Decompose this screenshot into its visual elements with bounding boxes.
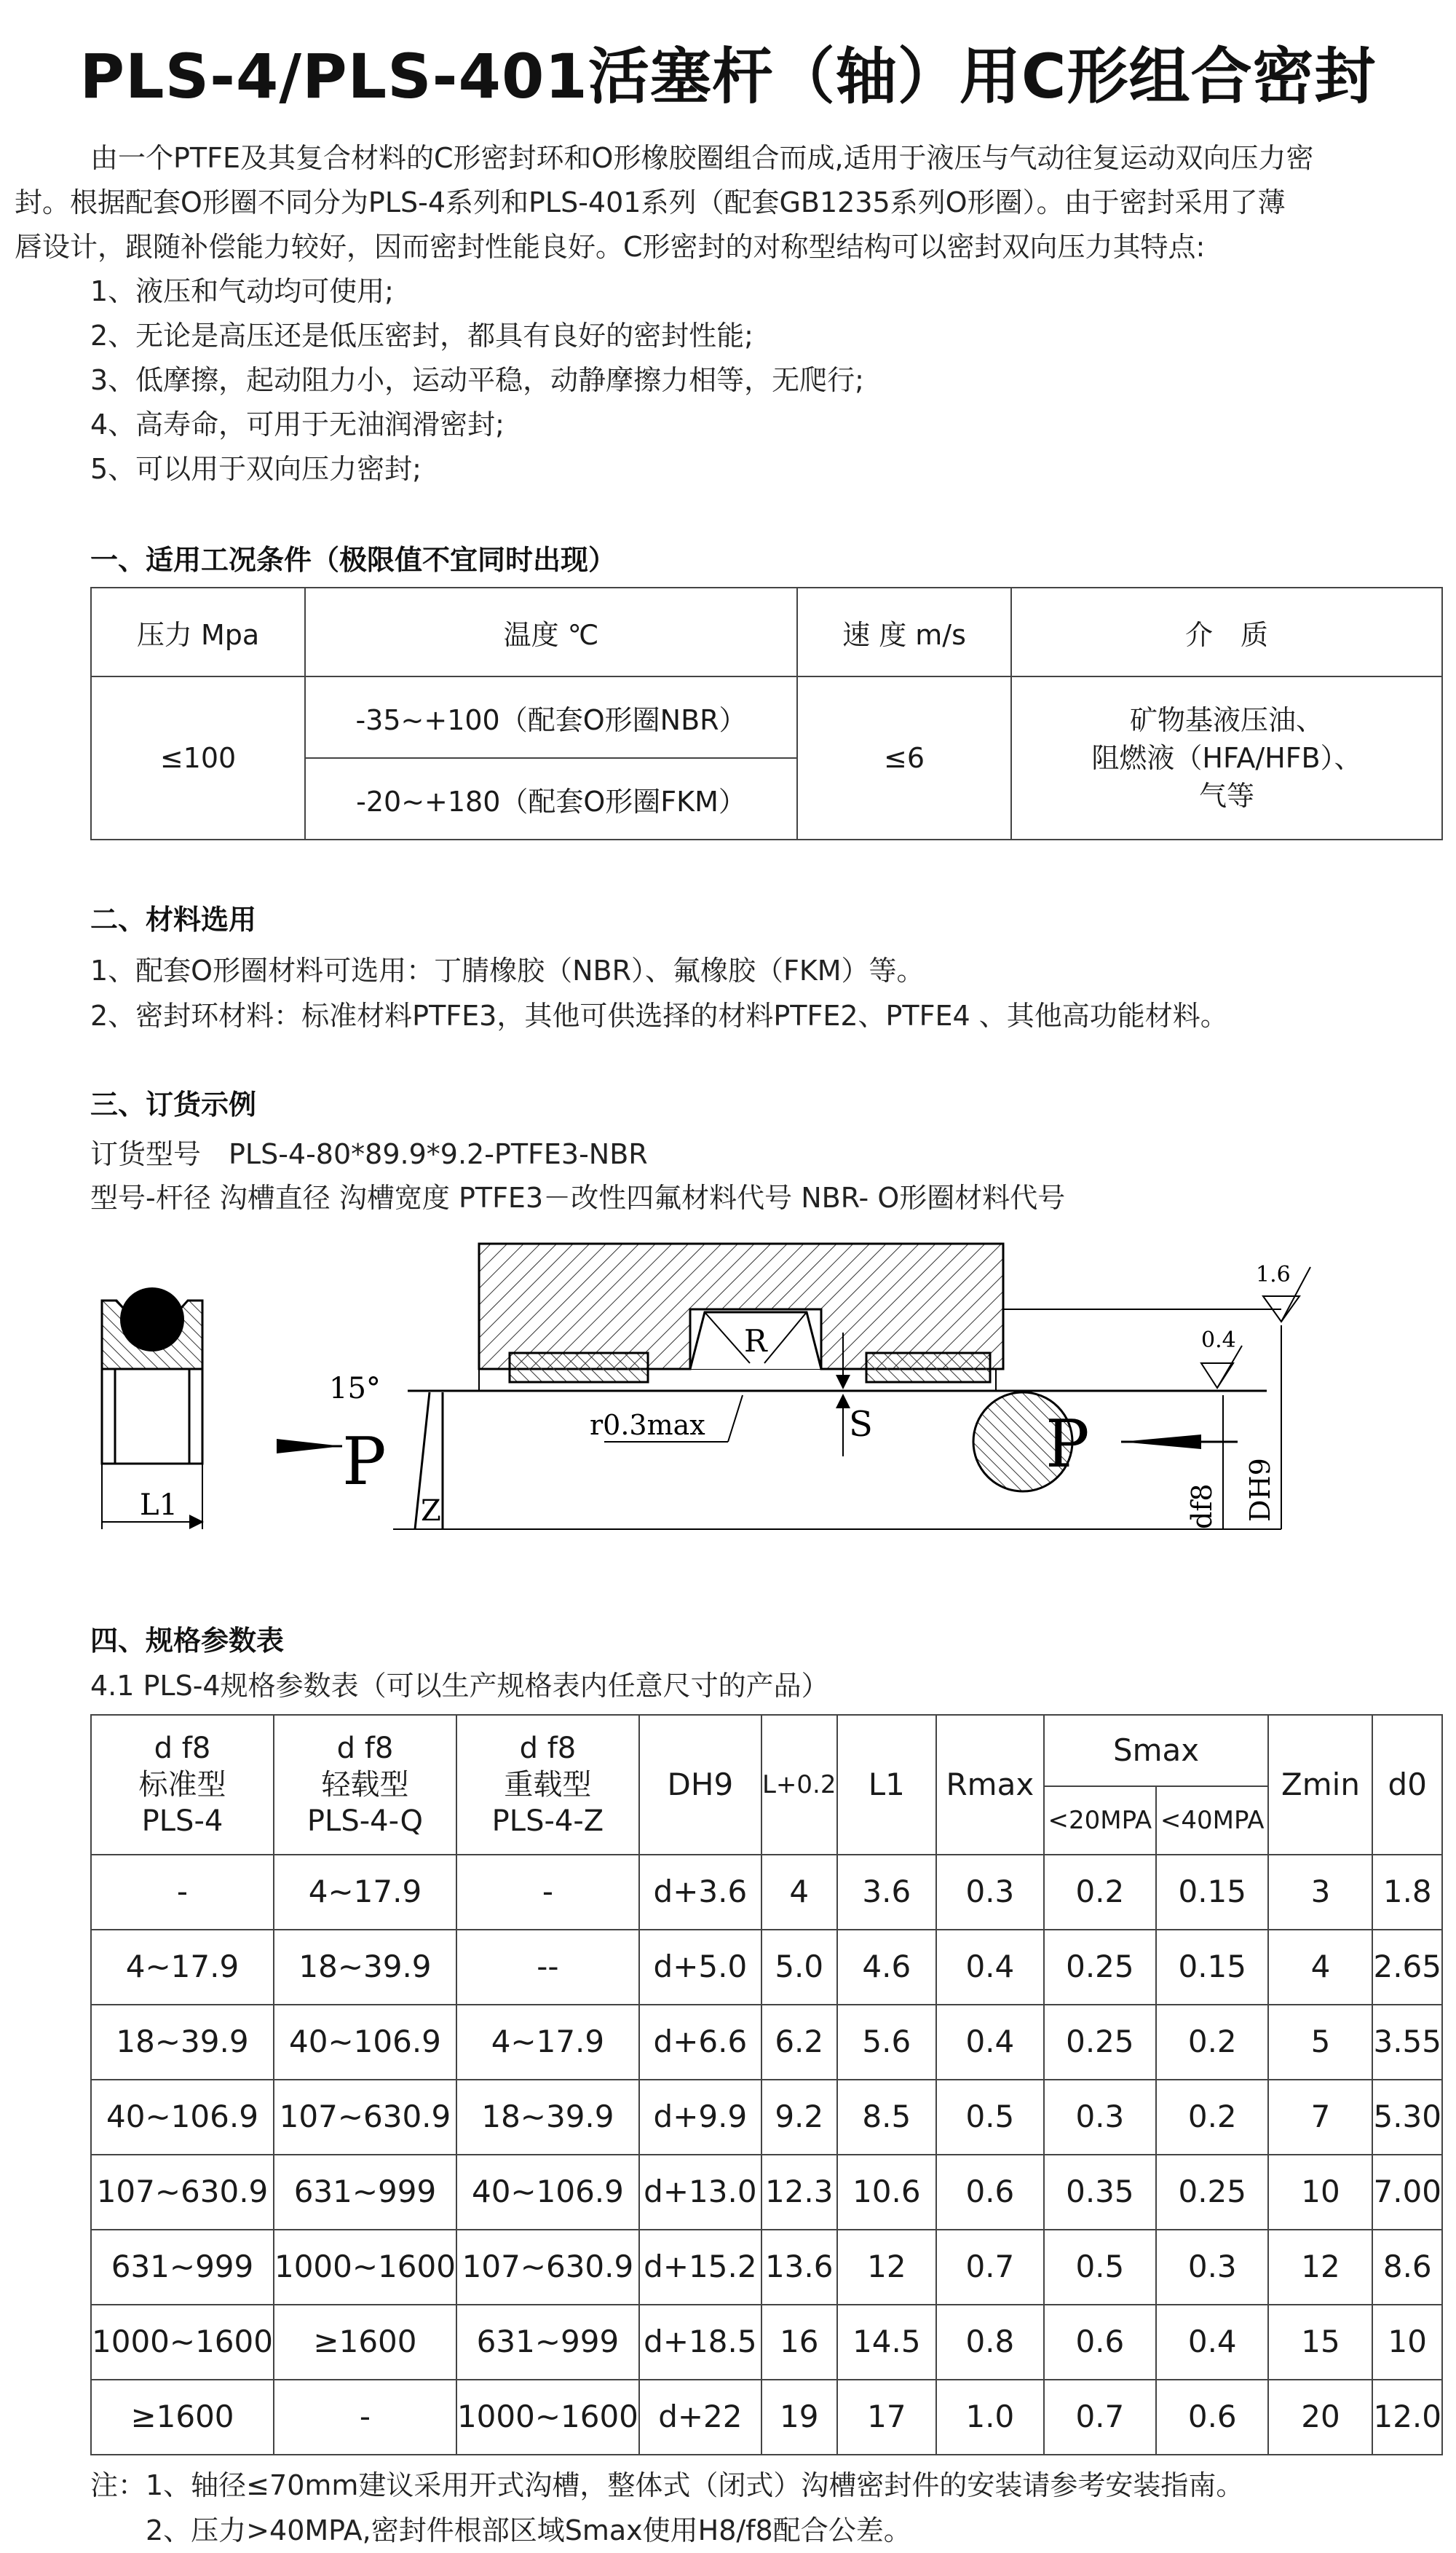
table-cell: 4~17.9 (91, 1930, 274, 2005)
table-cell: 12.0 (1372, 2380, 1442, 2455)
s-label: S (849, 1404, 873, 1445)
table-row (91, 2380, 1442, 2455)
dh9-label: DH9 (1244, 1458, 1276, 1522)
table-row (91, 2080, 1442, 2155)
table-cell: - (274, 2380, 456, 2455)
table-cell: d+6.6 (639, 2005, 761, 2080)
table-cell: 4 (1268, 1930, 1372, 2005)
header-line: 重载型 (504, 1768, 592, 1802)
order-model: 订货型号 PLS-4-80*89.9*9.2-PTFE3-NBR (90, 1138, 648, 1170)
temperature-fkm: -20~+180（配套O形圈FKM） (305, 758, 797, 840)
medium-line: 气等 (1198, 780, 1254, 812)
medium-line: 阻燃液（HFA/HFB）、 (1091, 742, 1362, 774)
table-cell: 16 (761, 2305, 837, 2380)
table-cell: 0.25 (1044, 2005, 1156, 2080)
table-cell: 107~630.9 (456, 2230, 639, 2305)
table-cell: 20 (1268, 2380, 1372, 2455)
table-cell: d+3.6 (639, 1855, 761, 1930)
header-line: PLS-4-Z (491, 1804, 604, 1838)
table-cell: 19 (761, 2380, 837, 2455)
header-line: 轻载型 (321, 1768, 409, 1802)
header-dh9: DH9 (639, 1715, 761, 1855)
page-title: PLS-4/PLS-401活塞杆（轴）用C形组合密封 (79, 41, 1377, 112)
table-cell: 0.15 (1156, 1855, 1268, 1930)
table-cell: 6.2 (761, 2005, 837, 2080)
header-line: d f8 (336, 1732, 394, 1765)
header-s40: <40MPA (1156, 1786, 1268, 1855)
header-heavy (456, 1715, 639, 1855)
table-cell: 0.7 (936, 2230, 1044, 2305)
header-l: L+0.2 (761, 1715, 837, 1855)
header-d0: d0 (1372, 1715, 1442, 1855)
header-zmin: Zmin (1268, 1715, 1372, 1855)
table-cell: d+22 (639, 2380, 761, 2455)
table-row (91, 1855, 1442, 1930)
table-cell: 12 (1268, 2230, 1372, 2305)
table-cell: 0.2 (1156, 2080, 1268, 2155)
medium-line: 矿物基液压油、 (1129, 704, 1324, 736)
table-cell: - (91, 1855, 274, 1930)
table-cell: 0.25 (1044, 1930, 1156, 2005)
table-cell: d+18.5 (639, 2305, 761, 2380)
table-cell: ≥1600 (91, 2380, 274, 2455)
table-cell: 4~17.9 (274, 1855, 456, 1930)
table-cell: 18~39.9 (456, 2080, 639, 2155)
feature-item: 5、可以用于双向压力密封; (90, 453, 422, 485)
table-cell: - (456, 1855, 639, 1930)
table-cell: 12.3 (761, 2155, 837, 2230)
pressure-left-label: P (342, 1424, 387, 1500)
intro-line-1: 由一个PTFE及其复合材料的C形密封环和O形橡胶圈组合而成,适用于液压与气动往复运动双向压力密 (90, 142, 1314, 174)
table-cell: 0.6 (936, 2155, 1044, 2230)
spec-table (90, 1714, 1443, 2455)
seal-cross-section (102, 1287, 202, 1529)
table-cell: 1.0 (936, 2380, 1044, 2455)
table-cell: 1000~1600 (274, 2230, 456, 2305)
l1-label: L1 (140, 1488, 178, 1522)
pressure-right-label: P (1045, 1406, 1090, 1483)
z-label: Z (421, 1494, 441, 1528)
section-heading-spec: 四、规格参数表 (90, 1625, 285, 1657)
table-cell: 4 (761, 1855, 837, 1930)
table-cell: 107~630.9 (274, 2080, 456, 2155)
pressure-value: ≤100 (91, 676, 305, 840)
table-cell: 0.4 (1156, 2305, 1268, 2380)
table-cell: 1000~1600 (456, 2380, 639, 2455)
table-cell: d+13.0 (639, 2155, 761, 2230)
table-cell: 631~999 (91, 2230, 274, 2305)
angle-label: 15° (329, 1372, 381, 1405)
table-cell: ≥1600 (274, 2305, 456, 2380)
note-2: 2、压力>40MPA,密封件根部区域Smax使用H8/f8配合公差。 (146, 2514, 911, 2546)
table-cell: 7.00 (1372, 2155, 1442, 2230)
table-cell: 3.55 (1372, 2005, 1442, 2080)
table-cell: 0.15 (1156, 1930, 1268, 2005)
conditions-table (90, 587, 1443, 840)
feature-item: 4、高寿命，可用于无油润滑密封; (90, 409, 505, 441)
intro-line-3: 唇设计，跟随补偿能力较好，因而密封性能良好。C形密封的对称型结构可以密封双向压力其特点: (15, 231, 1206, 263)
table-cell: 631~999 (274, 2155, 456, 2230)
medium-value (1011, 676, 1442, 840)
table-cell: 8.5 (837, 2080, 936, 2155)
section-heading-conditions: 一、适用工况条件（极限值不宜同时出现） (90, 544, 617, 576)
table-cell: 40~106.9 (456, 2155, 639, 2230)
header-line: PLS-4-Q (306, 1804, 423, 1838)
speed-value: ≤6 (797, 676, 1011, 840)
rmax-label: r0.3max (590, 1409, 705, 1441)
table-cell: 40~106.9 (274, 2005, 456, 2080)
table-cell: 4.6 (837, 1930, 936, 2005)
order-explanation: 型号-杆径 沟槽直径 沟槽宽度 PTFE3－改性四氟材料代号 NBR- O形圈材料代号 (90, 1182, 1066, 1214)
df8-label: df8 (1186, 1483, 1218, 1529)
header-line: d f8 (154, 1732, 211, 1765)
table-cell: 0.6 (1156, 2380, 1268, 2455)
table-cell: 631~999 (456, 2305, 639, 2380)
table-cell: 15 (1268, 2305, 1372, 2380)
table-cell: 0.8 (936, 2305, 1044, 2380)
table-cell: 14.5 (837, 2305, 936, 2380)
table-cell: 8.6 (1372, 2230, 1442, 2305)
section-heading-materials: 二、材料选用 (90, 904, 257, 936)
table-cell: 0.2 (1156, 2005, 1268, 2080)
header-smax: Smax (1044, 1715, 1269, 1786)
header-temperature: 温度 ℃ (305, 588, 797, 676)
table-cell: 2.65 (1372, 1930, 1442, 2005)
table-cell: 13.6 (761, 2230, 837, 2305)
roughness-2: 0.4 (1201, 1327, 1236, 1353)
header-l1: L1 (837, 1715, 936, 1855)
table-row (91, 2230, 1442, 2305)
table-cell: d+15.2 (639, 2230, 761, 2305)
note-1: 注：1、轴径≤70mm建议采用开式沟槽，整体式（闭式）沟槽密封件的安装请参考安装指南。 (90, 2469, 1244, 2501)
feature-item: 2、无论是高压还是低压密封，都具有良好的密封性能; (90, 320, 753, 352)
table-cell: 17 (837, 2380, 936, 2455)
header-line: d f8 (519, 1732, 577, 1765)
header-pressure: 压力 Mpa (91, 588, 305, 676)
table-cell: 1.8 (1372, 1855, 1442, 1930)
intro-line-2: 封。根据配套O形圈不同分为PLS-4系列和PLS-401系列（配套GB1235系列O形圈）。由于密封采用了薄 (15, 186, 1286, 218)
table-cell: 0.2 (1044, 1855, 1156, 1930)
header-line: PLS-4 (141, 1804, 223, 1838)
table-cell: 7 (1268, 2080, 1372, 2155)
header-medium: 介 质 (1011, 588, 1442, 676)
table-cell: 0.5 (1044, 2230, 1156, 2305)
roughness-1: 1.6 (1256, 1262, 1291, 1287)
table-cell: 9.2 (761, 2080, 837, 2155)
header-s20: <20MPA (1044, 1786, 1156, 1855)
table-row (91, 2305, 1442, 2380)
feature-item: 3、低摩擦，起动阻力小，运动平稳，动静摩擦力相等，无爬行; (90, 364, 864, 396)
r-label: R (744, 1323, 767, 1359)
table-cell: 5.0 (761, 1930, 837, 2005)
table-cell: 10 (1268, 2155, 1372, 2230)
section-heading-order: 三、订货示例 (90, 1089, 257, 1121)
table-cell: 0.4 (936, 2005, 1044, 2080)
table-cell: 0.35 (1044, 2155, 1156, 2230)
table-cell: -- (456, 1930, 639, 2005)
table-cell: 18~39.9 (274, 1930, 456, 2005)
seal-diagram (0, 1223, 1456, 1544)
header-line: 标准型 (138, 1768, 226, 1802)
temperature-nbr: -35~+100（配套O形圈NBR） (305, 676, 797, 758)
table-cell: 0.3 (1156, 2230, 1268, 2305)
table-cell: d+9.9 (639, 2080, 761, 2155)
header-rmax: Rmax (936, 1715, 1044, 1855)
table-row (91, 2005, 1442, 2080)
table-cell: 5.6 (837, 2005, 936, 2080)
table-cell: 0.25 (1156, 2155, 1268, 2230)
table-row (91, 2155, 1442, 2230)
materials-line-2: 2、密封环材料：标准材料PTFE3，其他可供选择的材料PTFE2、PTFE4 、其他高功能材料。 (90, 1000, 1228, 1032)
spec-subheading: 4.1 PLS-4规格参数表（可以生产规格表内任意尺寸的产品） (90, 1670, 829, 1702)
table-cell: 3 (1268, 1855, 1372, 1930)
table-cell: 107~630.9 (91, 2155, 274, 2230)
table-cell: 0.5 (936, 2080, 1044, 2155)
table-cell: 0.3 (1044, 2080, 1156, 2155)
header-standard (91, 1715, 274, 1855)
table-row (91, 1930, 1442, 2005)
table-cell: 12 (837, 2230, 936, 2305)
feature-item: 1、液压和气动均可使用; (90, 275, 394, 307)
table-cell: 18~39.9 (91, 2005, 274, 2080)
header-light (274, 1715, 456, 1855)
table-cell: 1000~1600 (91, 2305, 274, 2380)
materials-line-1: 1、配套O形圈材料可选用：丁腈橡胶（NBR）、氟橡胶（FKM）等。 (90, 955, 925, 987)
table-cell: 4~17.9 (456, 2005, 639, 2080)
table-cell: 0.7 (1044, 2380, 1156, 2455)
table-cell: d+5.0 (639, 1930, 761, 2005)
table-cell: 0.4 (936, 1930, 1044, 2005)
table-cell: 0.6 (1044, 2305, 1156, 2380)
table-cell: 40~106.9 (91, 2080, 274, 2155)
table-cell: 3.6 (837, 1855, 936, 1930)
table-cell: 5 (1268, 2005, 1372, 2080)
housing-block (479, 1244, 1003, 1391)
table-cell: 10 (1372, 2305, 1442, 2380)
table-cell: 0.3 (936, 1855, 1044, 1930)
table-cell: 5.30 (1372, 2080, 1442, 2155)
header-speed: 速 度 m/s (797, 588, 1011, 676)
table-cell: 10.6 (837, 2155, 936, 2230)
